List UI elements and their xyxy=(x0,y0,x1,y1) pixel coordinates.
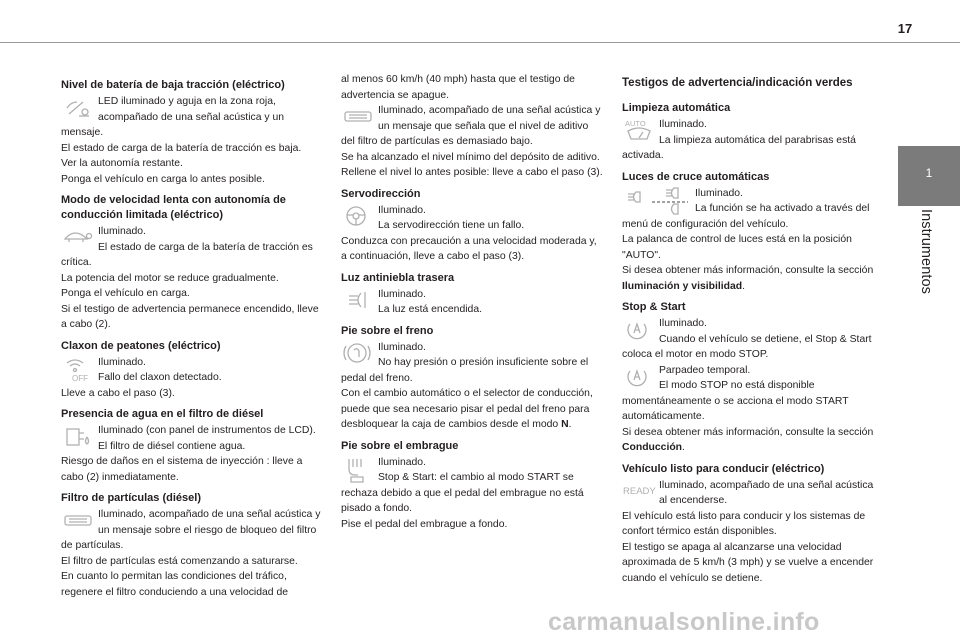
svg-text:AUTO: AUTO xyxy=(625,119,646,128)
section-title: Presencia de agua en el filtro de diésel xyxy=(61,408,264,420)
section-title: Servodirección xyxy=(341,187,421,200)
foot-on-clutch-icon xyxy=(341,455,375,483)
section-title: Modo de velocidad lenta con autonomía de conducción limitada (eléctrico) xyxy=(61,194,286,221)
svg-text:READY: READY xyxy=(623,485,656,497)
water-in-diesel-icon xyxy=(61,423,95,451)
section-title: Luces de cruce automáticas xyxy=(622,170,770,183)
particle-filter-icon xyxy=(61,507,95,535)
chapter-number: 1 xyxy=(925,166,933,180)
auto-headlamp-icon xyxy=(622,186,692,216)
turtle-icon xyxy=(61,224,95,252)
battery-low-icon xyxy=(61,94,95,122)
ready-icon xyxy=(622,478,656,506)
column-2: al menos 60 km/h (40 mph) hasta que el testigo de advertencia se apague. Iluminado, acompañado de una señal acústica y un mensaje que señala que el nivel de aditivo del filtro de partículas es demasiado bajo. Se ha alcanzado el nivel mínimo del depósito de aditivo. Rellene el nivel lo antes posible: lleve a cabo el paso (3). Servodirección Iluminado. La servodirección tiene un fallo. Conduzca con precaución a una velocidad moderada y, a continuación, lleve a cabo el paso (3). Luz antiniebla trasera Iluminado. La luz está encendida. Pie sobre el freno Iluminado. No hay presión o presión insuficiente sobre el pedal del freno. Con el cambio automático o el selector de conducción, puede que sea necesario pisar el pedal del freno para desbloquear la caja de cambios desde el modo N. Pie sobre el embrague Iluminado. Stop & Start: el cambio al modo START se rechaza debido a que el pedal del embrague no está pisado a fondo. Pise el pedal del embrague a fondo. xyxy=(341,72,605,532)
foot-on-brake-icon xyxy=(341,340,375,368)
pedestrian-horn-off-icon xyxy=(61,355,95,383)
section-title: Pie sobre el freno xyxy=(341,324,434,337)
section-title: Filtro de partículas (diésel) xyxy=(61,492,201,504)
chapter-tab[interactable] xyxy=(898,146,960,206)
section-title: Pie sobre el embrague xyxy=(341,439,459,452)
column-1: Nivel de batería de baja tracción (eléctrico) LED iluminado y aguja en la zona roja, acompañado de una señal acústica y un mensaje. El estado de carga de la batería de tracción es baja. Ver la autonomía restante. Ponga el vehículo en carga lo antes posible. Modo de velocidad lenta con autonomía de conducción limitada (eléctrico) Iluminado. El estado de carga de la batería de tracción es crítica. La potencia del motor se reduce gradualmente. Ponga el vehículo en carga. Si el testigo de advertencia permanece encendido, lleve a cabo (2). Claxon de peatones (eléctrico) OFF Iluminado. Fallo del claxon detectado. Lleve a cabo el paso (3). Presencia de agua en el filtro de diésel Iluminado (con panel de instrumentos de LCD). El filtro de diésel contiene agua. Riesgo de daños en el sistema de inyección : lleve a cabo (2) inmediatamente. Filtro de partículas (diésel) Iluminado, acompañado de una señal acústica y un mensaje sobre el riesgo de bloqueo del filtro de partículas. El filtro de partículas está comenzando a saturarse. En cuanto lo permitan las condiciones del tráfico, regenere el filtro conduciendo a una velocidad de xyxy=(61,72,323,600)
auto-wiper-icon xyxy=(622,117,656,145)
particle-filter-additive-icon xyxy=(341,103,375,131)
svg-text:OFF: OFF xyxy=(72,373,88,383)
rear-fog-light-icon xyxy=(341,287,375,315)
header-rule xyxy=(0,42,960,43)
stop-start-icon xyxy=(622,316,656,344)
power-steering-icon xyxy=(341,203,375,231)
chapter-label: Instrumentos xyxy=(918,209,934,295)
stop-start-blinking-icon xyxy=(622,363,656,391)
section-title: Limpieza automática xyxy=(622,102,731,114)
section-heading: Testigos de advertencia/indicación verdes xyxy=(622,77,853,89)
section-title: Claxon de peatones (eléctrico) xyxy=(61,339,221,352)
section-title: Stop & Start xyxy=(622,301,686,313)
column-3: Testigos de advertencia/indicación verdes Limpieza automática AUTO Iluminado. La limpieza automática del parabrisas está activada. Luces de cruce automáticas Iluminado. La función se ha activado a través del menú de configuración del vehículo. La palanca de control de luces está en la posición "AUTO". Si desea obtener más información, consulte la sección Iluminación y visibilidad. Stop & Start Iluminado. Cuando el vehículo se detiene, el Stop & Start coloca el motor en modo STOP. Parpadeo temporal. El modo STOP no está disponible momentáneamente o se acciona el modo START automáticamente. Si desea obtener más información, consulte la sección Conducción. Vehículo listo para conducir (eléctrico) READY Iluminado, acompañado de una señal acústica al encenderse. El vehículo está listo para conducir y los sistemas de confort térmico están disponibles. El testigo se apaga al alcanzarse una velocidad aproximada de 5 km/h (3 mph) y se vuelve a encender cuando el vehículo se detiene. xyxy=(622,72,884,586)
watermark-text: carmanualsonline.info xyxy=(548,608,820,636)
section-title: Nivel de batería de baja tracción (eléctrico) xyxy=(61,79,285,91)
section-title: Luz antiniebla trasera xyxy=(341,271,455,284)
page-number: 17 xyxy=(897,21,913,36)
section-title: Vehículo listo para conducir (eléctrico) xyxy=(622,462,825,475)
